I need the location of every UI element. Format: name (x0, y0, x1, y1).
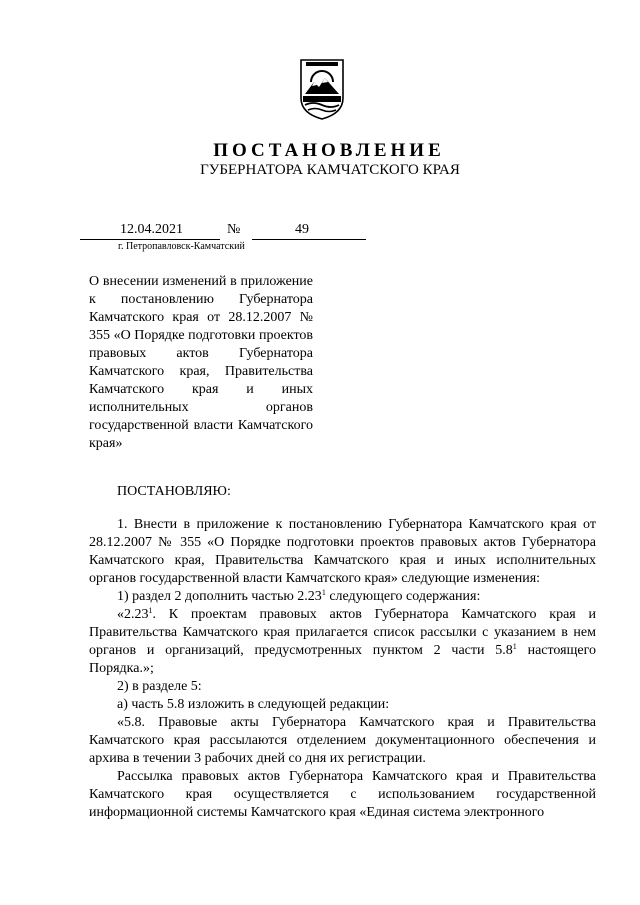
superscript: 1 (148, 606, 153, 615)
superscript: 1 (512, 642, 517, 651)
paragraph-3-text-end: настоящего Порядка.»; (89, 643, 596, 676)
paragraph-1: 1. Внести в приложение к постановлению Губернатора Камчатского края от 28.12.2007 № 355 «О Порядке подготовки проектов правовых актов Губернатора Камчатского края, Правительства Камчатского края и иных исполнительных органов государственной власти Камчатского края» следующие изменения: (89, 517, 596, 586)
paragraph-7: Рассылка правовых актов Губернатора Камчатского края и Правительства Камчатского края осуществляется с использованием государственной информационной системы Камчатского края «Единая система электронного (89, 769, 596, 820)
paragraph-3-text: «2.23 (117, 607, 149, 622)
paragraph-5: а) часть 5.8 изложить в следующей редакции: (117, 697, 390, 712)
document-date: 12.04.2021 (120, 222, 183, 237)
superscript: 1 (321, 588, 326, 597)
paragraph-2 (89, 588, 596, 606)
kamchatka-emblem-icon (299, 58, 345, 120)
document-number: 49 (295, 222, 309, 237)
paragraph-3-text-mid: . К проектам правовых актов Губернатора Камчатского края и Правительства Камчатского края прилагается список рассылки с указанием в нем органов и организаций, предусмотренных пунктом 2 части 5.8 (89, 607, 596, 658)
paragraph-6: «5.8. Правовые акты Губернатора Камчатского края и Правительства Камчатского края рассылаются отделением документационного обеспечения и архива в течении 3 рабочих дней со дня их регистрации. (89, 715, 596, 766)
date-number-line (80, 222, 366, 240)
date-underline (80, 239, 220, 240)
paragraph-2-text: 1) раздел 2 дополнить частью 2.23 (117, 589, 322, 604)
resolve-heading: ПОСТАНОВЛЯЮ: (117, 484, 231, 499)
paragraph-4: 2) в разделе 5: (117, 679, 202, 694)
number-label: № (227, 222, 241, 237)
city-label: г. Петропавловск-Камчатский (118, 241, 245, 252)
paragraph-3 (89, 606, 596, 678)
document-body (89, 516, 596, 822)
document-title: ПОСТАНОВЛЕНИЕ (213, 140, 445, 161)
document-subject: О внесении изменений в приложение к постановлению Губернатора Камчатского края от 28.12.2007 № 355 «О Порядке подготовки проектов правовых актов Губернатора Камчатского края, Правительства Камчатского края и иных исполнительных органов государственной власти Камчатского края» (89, 274, 313, 451)
document-issuer: ГУБЕРНАТОРА КАМЧАТСКОГО КРАЯ (200, 162, 460, 178)
number-underline (252, 239, 366, 240)
paragraph-2-text-end: следующего содержания: (325, 589, 481, 604)
